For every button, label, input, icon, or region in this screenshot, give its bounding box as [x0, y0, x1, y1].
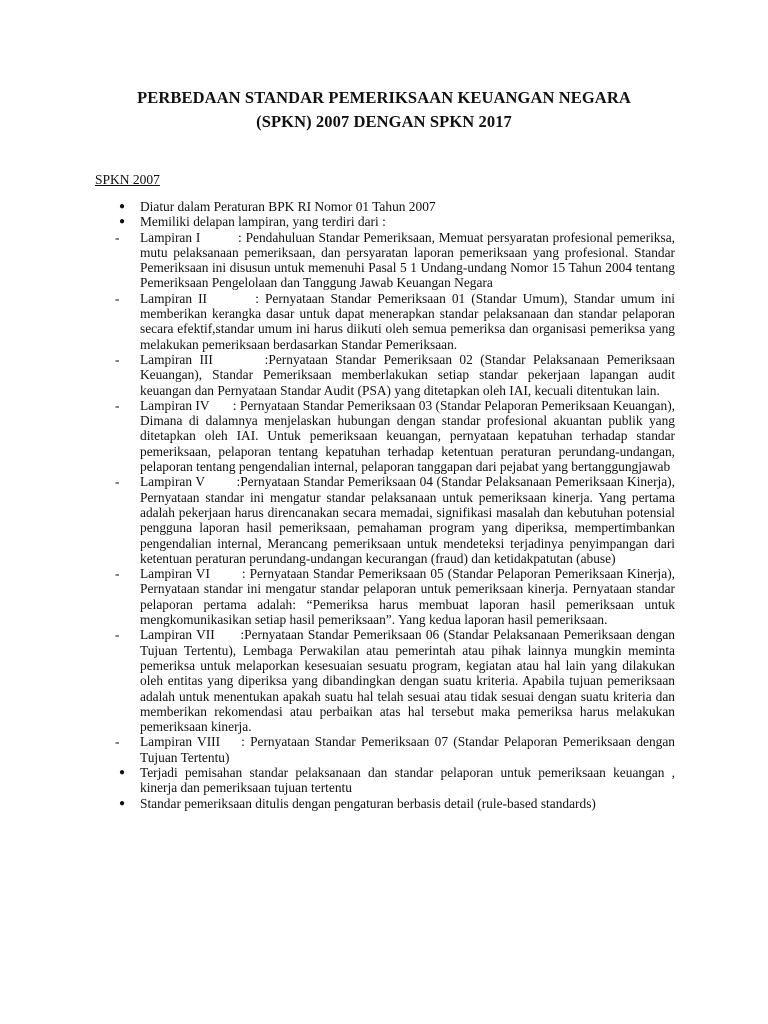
dash-marker: -	[115, 734, 120, 750]
lampiran-list-item	[95, 291, 675, 352]
section-heading: SPKN 2007	[95, 172, 160, 187]
bullet-icon: ●	[119, 797, 126, 809]
bullet-icon: ●	[119, 201, 126, 212]
dash-marker: -	[115, 566, 120, 582]
item-text	[140, 398, 675, 474]
item-lead-label: Lampiran IV :	[140, 397, 240, 413]
item-body: Diatur dalam Peraturan BPK RI Nomor 01 Tahun 2007	[140, 199, 436, 214]
bullet-list-item	[95, 765, 675, 796]
item-body: Terjadi pemisahan standar pelaksanaan dan standar pelaporan untuk pemeriksaan keuangan , kinerja dan pemeriksaan tujuan tertentu	[140, 764, 675, 796]
item-text	[140, 230, 675, 291]
item-text	[140, 765, 675, 796]
lampiran-list-item	[95, 352, 675, 398]
item-lead-label: Lampiran II :	[140, 290, 265, 306]
dash-marker: -	[115, 290, 120, 306]
dash-marker: -	[115, 229, 120, 245]
lampiran-list-item	[95, 627, 675, 734]
document-title	[60, 86, 708, 134]
dash-marker: -	[115, 474, 120, 490]
item-lead-label: Lampiran V :	[140, 474, 241, 490]
dash-marker: -	[115, 627, 120, 643]
item-body: Pernyataan Standar Pemeriksaan 03 (Standar Pelaporan Pemeriksaan Keuangan), Dimana di dalamnya menjelaskan hubungan dengan standar profesional akuantan publik yang ditetapkan oleh IAI. Untuk pemeriksaan keuangan, pernyataan kepatuhan terhadap standar pemeriksaan, pelaporan tentang kepatuhan terhadap ketentuan peraturan perundang-undangan, pelaporan tentang pengendalian internal, pelaporan tanggapan dari pejabat yang bertanggungjawab	[140, 397, 676, 475]
item-lead-label: Lampiran I :	[140, 229, 246, 245]
bullet-list-item	[95, 199, 675, 214]
item-text	[140, 627, 675, 734]
item-text	[140, 734, 675, 765]
item-body: Pernyataan Standar Pemeriksaan 07 (Standar Pelaporan Pemeriksaan dengan Tujuan Tertentu)	[140, 734, 676, 765]
item-text	[140, 352, 675, 398]
item-body: Pernyataan Standar Pemeriksaan 04 (Standar Pelaksanaan Pemeriksaan Kinerja), Pernyataan standar ini mengatur standar pelaksanaan untuk pemeriksaan kinerja. Yang pertama adalah pekerjaan harus direncanakan secara memadai, signifikasi masalah dan kebutuhan potensial pengguna laporan hasil pemeriksaan, pemahaman program yang diperiksa, mempertimbankan pengendalian internal, Merancang pemeriksaan untuk mendeteksi terjadinya penyimpangan dari ketentuan peraturan perundang-undangan kecurangan (fraud) dan ketidakpatutan (abuse)	[140, 474, 675, 566]
item-text	[140, 796, 675, 811]
item-lead-label: Lampiran VII :	[140, 627, 245, 643]
bullet-list-item	[95, 796, 675, 811]
lampiran-list-item	[95, 398, 675, 474]
document-body	[95, 199, 675, 811]
item-body: Standar pemeriksaan ditulis dengan pengaturan berbasis detail (rule-based standards)	[140, 795, 596, 811]
bullet-list-item	[95, 214, 675, 229]
item-text	[140, 474, 675, 566]
bullet-icon: ●	[119, 766, 126, 778]
item-body: Pendahuluan Standar Pemeriksaan, Memuat persyaratan profesional pemeriksa, mutu pelaksanaan pemeriksaan, dan persyaratan laporan pemeriksaan yang profesional. Standar Pemeriksaan ini disusun untuk memenuhi Pasal 5 1 Undang-undang Nomor 15 Tahun 2004 tentang Pemeriksaan Pengelolaan dan Tanggung Jawab Keuangan Negara	[140, 229, 676, 291]
item-lead-label: Lampiran III :	[140, 351, 269, 367]
item-body: Pernyataan Standar Pemeriksaan 06 (Standar Pelaksanaan Pemeriksaan dengan Tujuan Tertentu), Lembaga Perwakilan atau pemerintah atau pihak lainnya mungkin meminta pemeriksa untuk melaporkan kesesuaian sesuatu program, kegiatan atau hal lain yang dilakukan oleh entitas yang diperiksa yang dibandingkan dengan suatu kriteria. Apabila tujuan pemeriksaan adalah untuk menentukan apakah suatu hal telah sesuai atau tidak sesuai dengan suatu kriteria dan memberikan rekomendasi atau perbaikan atas hal tersebut maka pemeriksa harus melakukan pemeriksaan kinerja.	[140, 627, 675, 735]
title-line-1: PERBEDAAN STANDAR PEMERIKSAAN KEUANGAN NEGARA	[137, 88, 631, 107]
item-text	[140, 566, 675, 627]
lampiran-list-item	[95, 566, 675, 627]
lampiran-list-item	[95, 230, 675, 291]
item-body: Pernyataan Standar Pemeriksaan 05 (Standar Pelaporan Pemeriksaan Kinerja), Pernyataan standar ini mengatur standar pelaporan untuk pemeriksaan kinerja. Pernyataan standar pelaporan pertama adalah: “Pemeriksa harus membuat laporan hasil pemeriksaan untuk mengkomunikasikan setiap hasil pemeriksaan”. Yang kedua laporan hasil pemeriksaan.	[140, 566, 675, 628]
lampiran-list-item	[95, 734, 675, 765]
lampiran-list-item	[95, 474, 675, 566]
item-lead-label: Lampiran VI :	[140, 566, 250, 582]
item-body: Pernyataan Standar Pemeriksaan 01 (Standar Umum), Standar umum ini memberikan kerangka dasar untuk dapat menerapkan standar pelaksanaan dan standar pelaporan secara efektif,standar umum ini harus diikuti oleh semua pemeriksa dan organisasi pemeriksa yang melakukan pemeriksaan berdasarkan Standar Pemeriksaan.	[140, 290, 675, 352]
bullet-icon: ●	[119, 216, 126, 228]
item-text	[140, 199, 675, 214]
item-text	[140, 291, 675, 352]
title-line-2: (SPKN) 2007 DENGAN SPKN 2017	[256, 112, 512, 131]
dash-marker: -	[115, 397, 120, 413]
item-text	[140, 214, 675, 229]
item-body: Memiliki delapan lampiran, yang terdiri dari :	[140, 214, 386, 230]
item-lead-label: Lampiran VIII :	[140, 734, 251, 750]
item-body: Pernyataan Standar Pemeriksaan 02 (Standar Pelaksanaan Pemeriksaan Keuangan), Standar Pemeriksaan memberlakukan setiap standar pekerjaan lapangan audit keuangan dan Pernyataan Standar Audit (PSA) yang ditetapkan oleh IAI, kecuali ditentukan lain.	[140, 351, 676, 398]
dash-marker: -	[115, 351, 120, 367]
